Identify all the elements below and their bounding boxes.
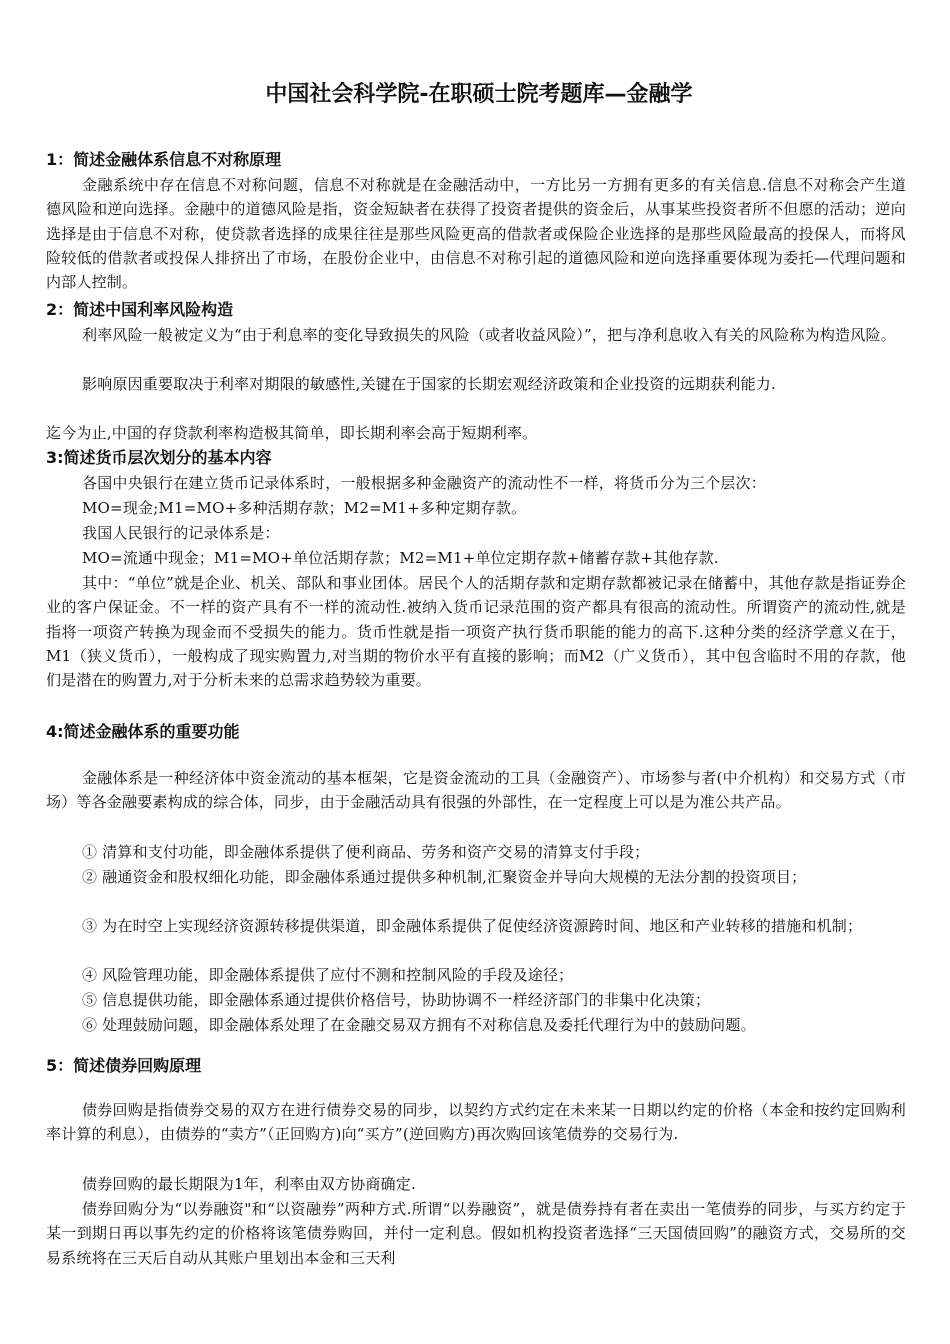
- section-3-paragraph-2: MO=现金;M1=MO+多种活期存款；M2=M1+多种定期存款。: [82, 499, 527, 517]
- section-2-heading: 2：简述中国利率风险构造: [46, 300, 234, 319]
- section-5-paragraph-2: 债券回购的最长期限为1年，利率由双方协商确定.: [82, 1175, 416, 1193]
- section-4-item-6: ⑥ 处理鼓励问题，即金融体系处理了在金融交易双方拥有不对称信息及委托代理行为中的鼓励问题。: [82, 1016, 756, 1034]
- section-2-paragraph-3: 迄今为止,中国的存贷款利率构造极其简单，即长期利率会高于短期利率。: [46, 424, 538, 442]
- section-3-paragraph-1: 各国中央银行在建立货币记录体系时，一般根据多种金融资产的流动性不一样，将货币分为三个层次：: [82, 474, 767, 492]
- section-3-paragraph-3: 我国人民银行的记录体系是：: [82, 524, 280, 542]
- section-4-item-1: ① 清算和支付功能，即金融体系提供了便利商品、劳务和资产交易的清算支付手段；: [82, 843, 650, 861]
- section-4-item-5: ⑤ 信息提供功能，即金融体系通过提供价格信号，协助协调不一样经济部门的非集中化决策；: [82, 991, 711, 1009]
- section-3-paragraph-4: MO=流通中现金；M1=MO+单位活期存款；M2=M1+单位定期存款+储蓄存款+其他存款.: [82, 549, 719, 567]
- section-5-paragraph-1: 债券回购是指债券交易的双方在进行债券交易的同步，以契约方式约定在未来某一日期以约定的价格（本金和按约定回购利率计算的利息），由债券的“卖方”（正回购方)向“买方”(逆回购方)再次购回该笔债券的交易行为.: [46, 1101, 906, 1144]
- section-3-heading: 3:简述货币层次划分的基本内容: [46, 448, 272, 467]
- section-1-heading: 1：简述金融体系信息不对称原理: [46, 150, 282, 169]
- section-2-paragraph-2: 影响原因重要取决于利率对期限的敏感性,关键在于国家的长期宏观经济政策和企业投资的远期获利能力.: [82, 375, 776, 393]
- section-4-item-3: ③ 为在时空上实现经济资源转移提供渠道，即金融体系提供了促使经济资源跨时间、地区和产业转移的措施和机制；: [82, 917, 863, 935]
- section-4-paragraph-1: 金融体系是一种经济体中资金流动的基本框架，它是资金流动的工具（金融资产）、市场参与者(中介机构）和交易方式（市场）等各金融要素构成的综合体，同步，由于金融活动具有很强的外部性，在一定程度上可以是为准公共产品。: [46, 769, 906, 812]
- section-5-heading: 5：简述债券回购原理: [46, 1056, 202, 1075]
- document-title: 中国社会科学院-在职硕士院考题库—金融学: [265, 82, 693, 107]
- section-3-paragraph-5: 其中：“单位”就是企业、机关、部队和事业团体。居民个人的活期存款和定期存款都被记录在储蓄中，其他存款是指证券企业的客户保证金。不一样的资产具有不一样的流动性.被纳入货币记录范围的资产都具有很高的流动性。所谓资产的流动性,就是指将一项资产转换为现金而不受损失的能力。货币性就是指一项资产执行货币职能的能力的高下.这种分类的经济学意义在于，M1（狭义货币），一般构成了现实购置力,对当期的物价水平有直接的影响；而M2（广义货币），其中包含临时不用的存款，他们是潜在的购置力,对于分析未来的总需求趋势较为重要。: [46, 574, 906, 690]
- section-1-paragraph-1: 金融系统中存在信息不对称问题，信息不对称就是在金融活动中，一方比另一方拥有更多的有关信息.信息不对称会产生道德风险和逆向选择。金融中的道德风险是指，资金短缺者在获得了投资者提供的资金后，从事某些投资者所不但愿的活动；逆向选择是由于信息不对称，使贷款者选择的成果往往是那些风险更高的借款者或保险企业选择的是那些风险最高的投保人，而将风险较低的借款者或投保人排挤出了市场，在股份企业中，由信息不对称引起的道德风险和逆向选择重要体现为委托—代理问题和内部人控制。: [46, 176, 906, 292]
- section-4-item-4: ④ 风险管理功能，即金融体系提供了应付不测和控制风险的手段及途径；: [82, 966, 574, 984]
- section-4-heading: 4:简述金融体系的重要功能: [46, 722, 240, 741]
- section-4-item-2: ② 融通资金和股权细化功能，即金融体系通过提供多种机制,汇聚资金并导向大规模的无法分割的投资项目；: [82, 868, 807, 886]
- section-5-paragraph-3: 债券回购分为“以券融资"和“以资融券”两种方式.所谓“以券融资”，就是债券持有者在卖出一笔债券的同步，与买方约定于某一到期日再以事先约定的价格将该笔债券购回，并付一定利息。假如机构投资者选择“三天国债回购”的融资方式，交易所的交易系统将在三天后自动从其账户里划出本金和三天利: [46, 1200, 906, 1267]
- section-2-paragraph-1: 利率风险一般被定义为“由于利息率的变化导致损失的风险（或者收益风险）”，把与净利息收入有关的风险称为构造风险。: [82, 326, 896, 344]
